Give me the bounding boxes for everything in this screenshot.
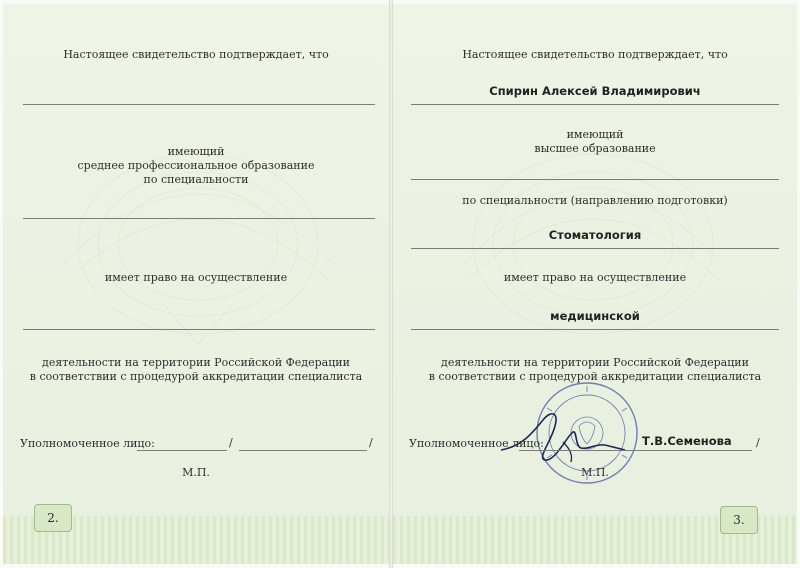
specialty-line — [411, 248, 779, 249]
slash-1: / — [229, 436, 233, 449]
certifies-text: Настоящее свидетельство подтверждает, что — [63, 48, 329, 61]
name-line — [411, 104, 779, 105]
authorized-label: Уполномоченное лицо: — [20, 437, 155, 450]
having-text: имеющий — [167, 145, 225, 158]
right-page — [393, 4, 797, 564]
name-line — [23, 104, 375, 105]
activity-text-1: деятельности на территории Российской Федерации — [42, 356, 350, 369]
specialty-value: Стоматология — [548, 228, 642, 242]
left-page — [3, 4, 389, 564]
full-name: Спирин Алексей Владимирович — [489, 84, 701, 98]
certifies-text: Настоящее свидетельство подтверждает, что — [462, 48, 728, 61]
activity-line — [23, 329, 375, 330]
having-text: имеющий — [566, 128, 624, 141]
activity-line — [411, 329, 779, 330]
slash-2: / — [369, 436, 373, 449]
signatory-line — [239, 450, 367, 451]
signatory-name: Т.В.Семенова — [642, 434, 732, 448]
activity-kind: медицинской — [550, 309, 640, 323]
education-text: среднее профессиональное образование — [77, 159, 315, 172]
specialty-label: по специальности — [143, 173, 249, 186]
signature-line — [519, 450, 643, 451]
education-line — [411, 179, 779, 180]
specialty-label: по специальности (направлению подготовки) — [462, 194, 728, 207]
signatory-line — [642, 450, 752, 451]
right-to-text: имеет право на осуществление — [104, 271, 288, 284]
page-number: 2. — [34, 504, 72, 532]
signature-line — [137, 450, 227, 451]
specialty-line — [23, 218, 375, 219]
authorized-label: Уполномоченное лицо: — [409, 437, 544, 450]
activity-text-2: в соответствии с процедурой аккредитации специалиста — [428, 370, 762, 383]
activity-text-1: деятельности на территории Российской Федерации — [441, 356, 749, 369]
right-to-text: имеет право на осуществление — [503, 271, 687, 284]
mp-label: М.П. — [581, 466, 609, 479]
page-number: 3. — [720, 506, 758, 534]
mp-label: М.П. — [182, 466, 210, 479]
activity-text-2: в соответствии с процедурой аккредитации специалиста — [29, 370, 363, 383]
slash: / — [756, 436, 760, 449]
education-text: высшее образование — [534, 142, 656, 155]
